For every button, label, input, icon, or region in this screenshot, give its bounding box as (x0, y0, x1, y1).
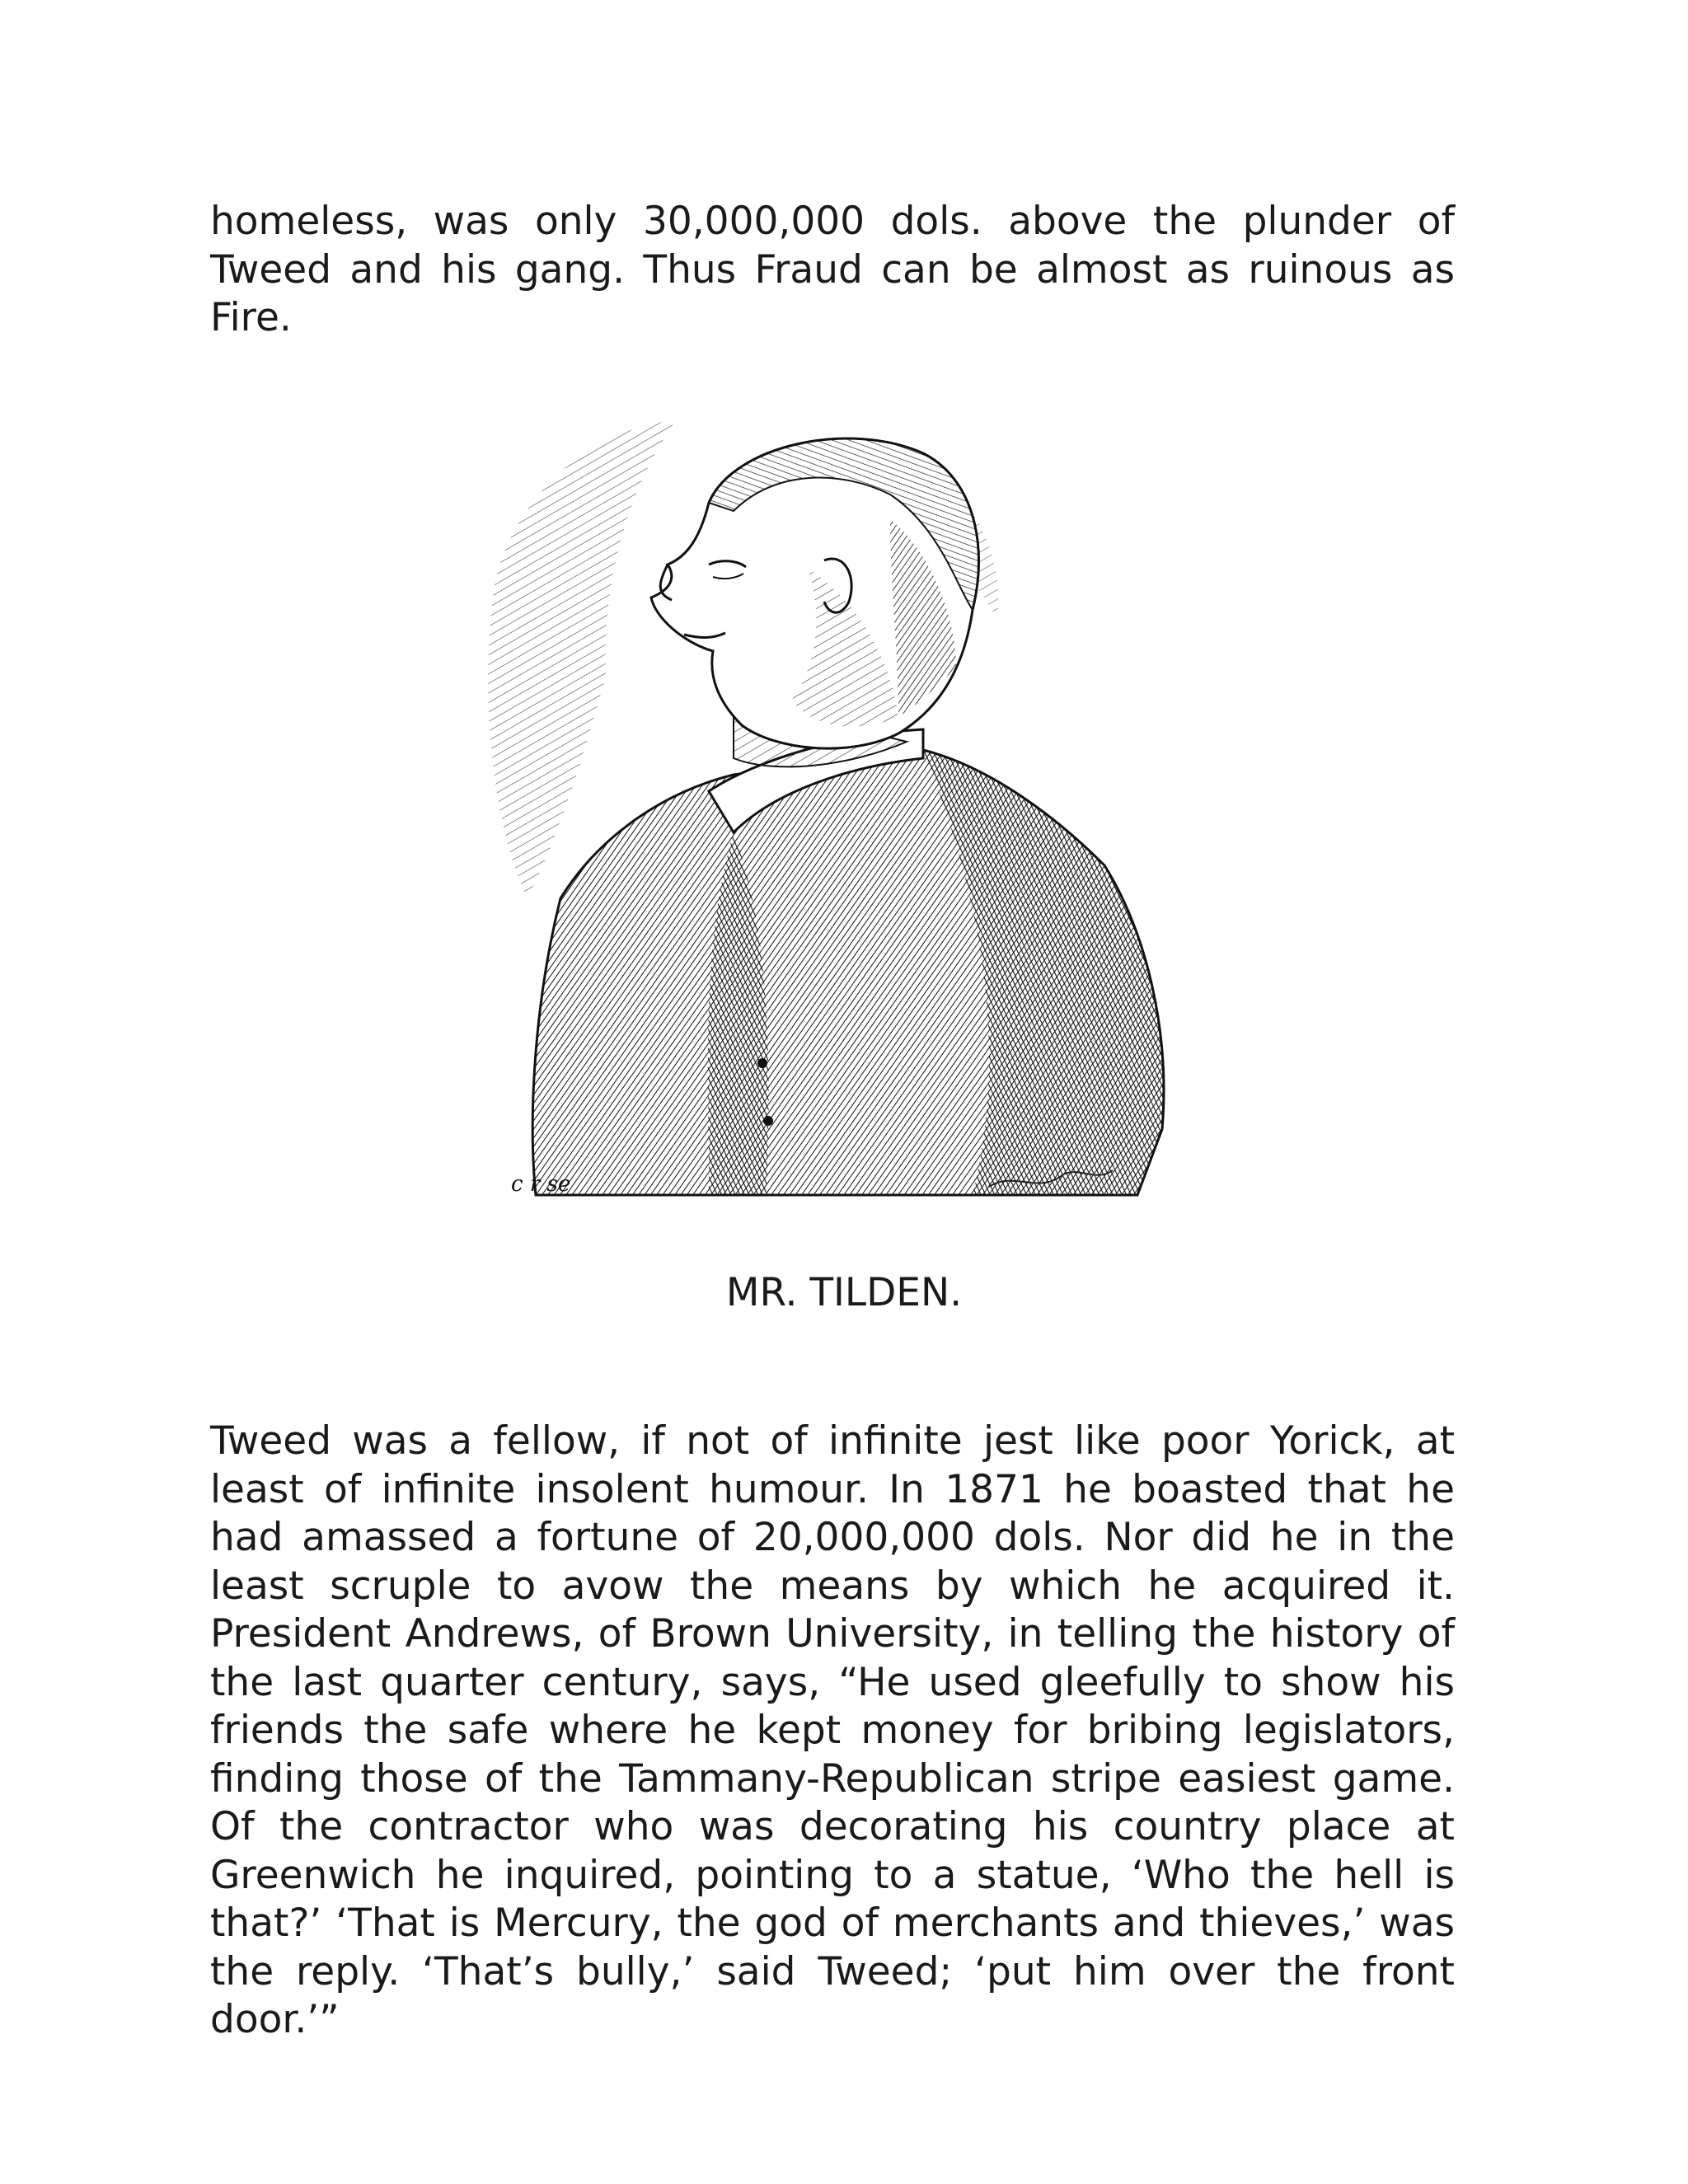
artist-signature: c r se (511, 1172, 571, 1197)
paragraph-main: Tweed was a fellow, if not of infinite jest like poor Yorick, at least of infinite insolent humour. In 1871 he boasted that he had amassed a fortune of 20,000,000 dols. Nor did he in the least scruple to avow the means by which he acquired it. President Andrews, of Brown University, in telling the history of the last quarter century, says, “He used gleefully to show his friends the safe where he kept money for bribing legislators, finding those of the Tammany-Republican stripe easiest game. Of the contractor who was decorating his country place at Greenwich he inquired, pointing to a statue, ‘Who the hell is that?’ ‘That is Mercury, the god of merchants and thieves,’ was the reply. ‘That’s bully,’ said Tweed; ‘put him over the front door.’” (210, 1418, 1455, 2042)
illustration-caption: MR. TILDEN. (725, 1270, 963, 1315)
paragraph-top: homeless, was only 30,000,000 dols. above the plunder of Tweed and his gang. Thus Fraud can be almost as ruinous as Fire. (210, 199, 1455, 340)
portrait-illustration (462, 404, 1187, 1228)
